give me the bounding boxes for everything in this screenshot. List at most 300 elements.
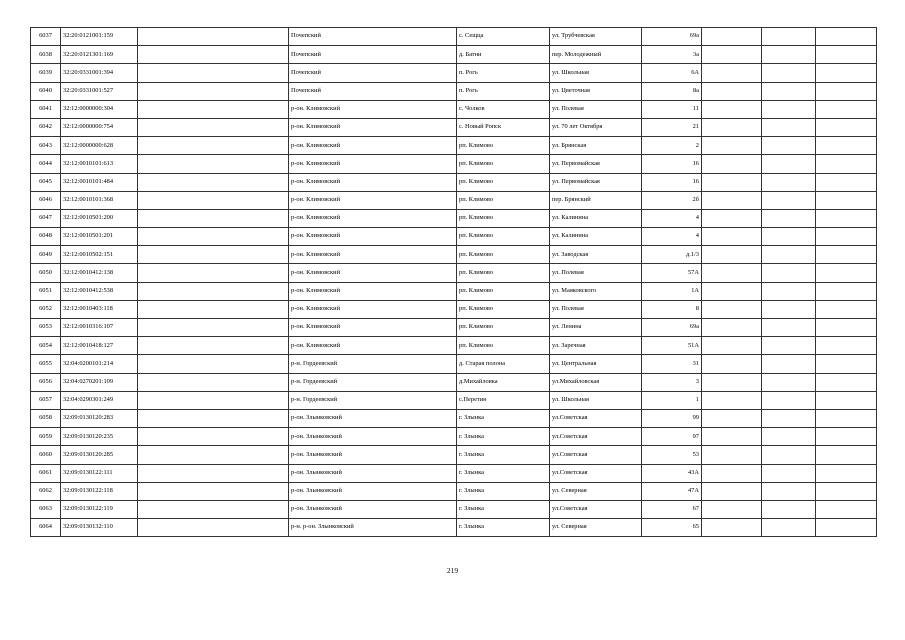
locality-cell: г. Злынка <box>457 428 550 446</box>
empty-cell <box>702 300 762 318</box>
empty-cell <box>816 500 877 518</box>
street-cell: ул. Трубчевская <box>550 28 642 46</box>
row-number-cell: 6049 <box>31 246 61 264</box>
district-cell: р-он. Злынковский <box>289 500 457 518</box>
empty-cell <box>138 137 289 155</box>
table-row <box>31 519 877 537</box>
empty-cell <box>138 82 289 100</box>
locality-cell: рп. Климово <box>457 337 550 355</box>
empty-cell <box>702 519 762 537</box>
district-cell: р-он. Климовский <box>289 228 457 246</box>
locality-cell: п. Рогь <box>457 64 550 82</box>
district-cell: Почепский <box>289 64 457 82</box>
empty-cell <box>816 482 877 500</box>
house-number-cell: 67 <box>642 500 702 518</box>
empty-cell <box>702 373 762 391</box>
cadastral-number-cell: 32:12:0010403:118 <box>61 300 138 318</box>
empty-cell <box>762 482 816 500</box>
empty-cell <box>762 355 816 373</box>
street-cell: ул. Первомайская <box>550 173 642 191</box>
row-number-cell: 6054 <box>31 337 61 355</box>
empty-cell <box>762 409 816 427</box>
empty-cell <box>702 391 762 409</box>
cadastral-number-cell: 32:09:0130120:283 <box>61 409 138 427</box>
table-row <box>31 228 877 246</box>
district-cell: р-он. Злынковский <box>289 446 457 464</box>
empty-cell <box>816 155 877 173</box>
empty-cell <box>702 282 762 300</box>
cadastral-number-cell: 32:04:0270201:109 <box>61 373 138 391</box>
locality-cell: г. Злынка <box>457 464 550 482</box>
district-cell: р-н. Гордеевский <box>289 373 457 391</box>
empty-cell <box>816 428 877 446</box>
empty-cell <box>762 118 816 136</box>
locality-cell: рп. Климово <box>457 319 550 337</box>
locality-cell: рп. Климово <box>457 173 550 191</box>
cadastral-number-cell: 32:09:0130132:110 <box>61 519 138 537</box>
table-row <box>31 282 877 300</box>
locality-cell: рп. Климово <box>457 246 550 264</box>
district-cell: р-н. Гордеевский <box>289 355 457 373</box>
cadastral-number-cell: 32:12:0010412:538 <box>61 282 138 300</box>
house-number-cell: 21 <box>642 118 702 136</box>
table-row <box>31 355 877 373</box>
locality-cell: г. Злынка <box>457 500 550 518</box>
table-row <box>31 155 877 173</box>
table-row <box>31 246 877 264</box>
empty-cell <box>762 464 816 482</box>
district-cell: Почепский <box>289 82 457 100</box>
district-cell: р-н. р-он. Злынковский <box>289 519 457 537</box>
empty-cell <box>816 46 877 64</box>
row-number-cell: 6041 <box>31 100 61 118</box>
house-number-cell: 65 <box>642 519 702 537</box>
table-row <box>31 319 877 337</box>
cadastral-number-cell: 32:09:0130122:119 <box>61 500 138 518</box>
district-cell: р-он. Климовский <box>289 282 457 300</box>
street-cell: ул. Полевая <box>550 300 642 318</box>
cadastral-number-cell: 32:12:0010101:613 <box>61 155 138 173</box>
locality-cell: рп. Климово <box>457 282 550 300</box>
district-cell: р-он. Климовский <box>289 173 457 191</box>
row-number-cell: 6060 <box>31 446 61 464</box>
locality-cell: рп. Климово <box>457 300 550 318</box>
cadastral-number-cell: 32:20:0331001:527 <box>61 82 138 100</box>
street-cell: ул.Советская <box>550 500 642 518</box>
street-cell: ул.Советская <box>550 446 642 464</box>
street-cell: ул. Полевая <box>550 100 642 118</box>
table-row <box>31 373 877 391</box>
table-row <box>31 337 877 355</box>
house-number-cell: 1А <box>642 282 702 300</box>
empty-cell <box>138 264 289 282</box>
cadastral-number-cell: 32:12:0010101:484 <box>61 173 138 191</box>
street-cell: ул. Заречная <box>550 337 642 355</box>
row-number-cell: 6051 <box>31 282 61 300</box>
cadastral-number-cell: 32:04:0200101:214 <box>61 355 138 373</box>
empty-cell <box>138 28 289 46</box>
cadastral-number-cell: 32:12:0000000:628 <box>61 137 138 155</box>
locality-cell: г. Злынка <box>457 446 550 464</box>
empty-cell <box>762 337 816 355</box>
street-cell: ул.Михайловская <box>550 373 642 391</box>
house-number-cell: 1 <box>642 391 702 409</box>
street-cell: ул.Советская <box>550 464 642 482</box>
house-number-cell: 31 <box>642 355 702 373</box>
locality-cell: г. Злынка <box>457 519 550 537</box>
empty-cell <box>762 64 816 82</box>
district-cell: р-он. Климовский <box>289 118 457 136</box>
empty-cell <box>762 100 816 118</box>
district-cell: р-он. Климовский <box>289 137 457 155</box>
district-cell: р-он. Злынковский <box>289 428 457 446</box>
row-number-cell: 6045 <box>31 173 61 191</box>
empty-cell <box>138 191 289 209</box>
street-cell: ул. Школьная <box>550 64 642 82</box>
empty-cell <box>702 64 762 82</box>
house-number-cell: 6А <box>642 64 702 82</box>
empty-cell <box>762 446 816 464</box>
locality-cell: п. Рогь <box>457 82 550 100</box>
table-row <box>31 264 877 282</box>
empty-cell <box>816 355 877 373</box>
empty-cell <box>702 482 762 500</box>
table-row <box>31 46 877 64</box>
locality-cell: д.Михайловка <box>457 373 550 391</box>
empty-cell <box>702 355 762 373</box>
table-row <box>31 82 877 100</box>
cadastral-number-cell: 32:12:0010412:138 <box>61 264 138 282</box>
street-cell: ул. Школьная <box>550 391 642 409</box>
cadastral-number-cell: 32:20:0121301:169 <box>61 46 138 64</box>
empty-cell <box>816 191 877 209</box>
empty-cell <box>816 391 877 409</box>
street-cell: ул. Полевая <box>550 264 642 282</box>
street-cell: ул. Центральная <box>550 355 642 373</box>
empty-cell <box>816 246 877 264</box>
empty-cell <box>702 137 762 155</box>
house-number-cell: 99 <box>642 409 702 427</box>
locality-cell: д. Старая полона <box>457 355 550 373</box>
house-number-cell: 4 <box>642 228 702 246</box>
street-cell: ул. 70 лет Октября <box>550 118 642 136</box>
empty-cell <box>762 173 816 191</box>
table-row <box>31 209 877 227</box>
district-cell: р-н. Гордеевский <box>289 391 457 409</box>
empty-cell <box>816 28 877 46</box>
empty-cell <box>702 264 762 282</box>
district-cell: р-он. Климовский <box>289 191 457 209</box>
table-row <box>31 500 877 518</box>
house-number-cell: 69а <box>642 319 702 337</box>
house-number-cell: 16 <box>642 155 702 173</box>
empty-cell <box>138 173 289 191</box>
empty-cell <box>138 464 289 482</box>
empty-cell <box>138 519 289 537</box>
empty-cell <box>138 373 289 391</box>
empty-cell <box>702 446 762 464</box>
house-number-cell: 97 <box>642 428 702 446</box>
empty-cell <box>138 209 289 227</box>
empty-cell <box>816 282 877 300</box>
row-number-cell: 6048 <box>31 228 61 246</box>
empty-cell <box>816 228 877 246</box>
row-number-cell: 6047 <box>31 209 61 227</box>
empty-cell <box>762 373 816 391</box>
house-number-cell: 57А <box>642 264 702 282</box>
table-row <box>31 100 877 118</box>
empty-cell <box>816 409 877 427</box>
empty-cell <box>762 391 816 409</box>
cadastral-number-cell: 32:09:0130122:111 <box>61 464 138 482</box>
empty-cell <box>816 173 877 191</box>
house-number-cell: 51А <box>642 337 702 355</box>
district-cell: Почепский <box>289 46 457 64</box>
empty-cell <box>702 409 762 427</box>
row-number-cell: 6040 <box>31 82 61 100</box>
empty-cell <box>762 209 816 227</box>
locality-cell: г. Злынка <box>457 409 550 427</box>
row-number-cell: 6056 <box>31 373 61 391</box>
street-cell: ул. Калинина <box>550 228 642 246</box>
cadastral-number-cell: 32:09:0130122:118 <box>61 482 138 500</box>
empty-cell <box>702 228 762 246</box>
table-row <box>31 28 877 46</box>
row-number-cell: 6038 <box>31 46 61 64</box>
locality-cell: д. Батни <box>457 46 550 64</box>
empty-cell <box>762 300 816 318</box>
empty-cell <box>702 82 762 100</box>
district-cell: р-он. Климовский <box>289 209 457 227</box>
empty-cell <box>762 500 816 518</box>
table-row <box>31 482 877 500</box>
empty-cell <box>138 446 289 464</box>
empty-cell <box>138 155 289 173</box>
house-number-cell: д.1/3 <box>642 246 702 264</box>
street-cell: ул. Северная <box>550 482 642 500</box>
row-number-cell: 6039 <box>31 64 61 82</box>
row-number-cell: 6059 <box>31 428 61 446</box>
row-number-cell: 6058 <box>31 409 61 427</box>
locality-cell: г. Злынка <box>457 482 550 500</box>
cadastral-number-cell: 32:09:0130120:285 <box>61 446 138 464</box>
empty-cell <box>702 100 762 118</box>
row-number-cell: 6055 <box>31 355 61 373</box>
empty-cell <box>138 482 289 500</box>
row-number-cell: 6053 <box>31 319 61 337</box>
locality-cell: с.Перетин <box>457 391 550 409</box>
house-number-cell: 16 <box>642 173 702 191</box>
page-number: 219 <box>446 566 459 575</box>
empty-cell <box>762 82 816 100</box>
street-cell: ул.Советская <box>550 409 642 427</box>
empty-cell <box>816 64 877 82</box>
locality-cell: рп. Климово <box>457 209 550 227</box>
row-number-cell: 6046 <box>31 191 61 209</box>
district-cell: Почепский <box>289 28 457 46</box>
empty-cell <box>138 337 289 355</box>
empty-cell <box>702 500 762 518</box>
empty-cell <box>816 209 877 227</box>
locality-cell: с. Новый Ропск <box>457 118 550 136</box>
table-row <box>31 391 877 409</box>
empty-cell <box>816 100 877 118</box>
table-row <box>31 300 877 318</box>
empty-cell <box>762 46 816 64</box>
empty-cell <box>138 246 289 264</box>
empty-cell <box>138 428 289 446</box>
district-cell: р-он. Злынковский <box>289 482 457 500</box>
empty-cell <box>762 519 816 537</box>
locality-cell: рп. Климово <box>457 137 550 155</box>
empty-cell <box>702 319 762 337</box>
district-cell: р-он. Климовский <box>289 264 457 282</box>
table-row <box>31 137 877 155</box>
cadastral-number-cell: 32:12:0010502:151 <box>61 246 138 264</box>
street-cell: ул. Северная <box>550 519 642 537</box>
house-number-cell: 3 <box>642 373 702 391</box>
empty-cell <box>138 409 289 427</box>
empty-cell <box>762 428 816 446</box>
empty-cell <box>702 464 762 482</box>
empty-cell <box>138 46 289 64</box>
empty-cell <box>816 373 877 391</box>
empty-cell <box>702 118 762 136</box>
street-cell: ул.Советская <box>550 428 642 446</box>
house-number-cell: 69а <box>642 28 702 46</box>
street-cell: ул. Заводская <box>550 246 642 264</box>
cadastral-number-cell: 32:12:0010501:200 <box>61 209 138 227</box>
empty-cell <box>702 46 762 64</box>
empty-cell <box>138 319 289 337</box>
district-cell: р-он. Климовский <box>289 100 457 118</box>
locality-cell: с. Сещца <box>457 28 550 46</box>
registry-table <box>30 27 877 537</box>
empty-cell <box>816 446 877 464</box>
house-number-cell: 43А <box>642 464 702 482</box>
empty-cell <box>816 82 877 100</box>
empty-cell <box>138 391 289 409</box>
house-number-cell: 2 <box>642 137 702 155</box>
empty-cell <box>138 355 289 373</box>
table-row <box>31 173 877 191</box>
district-cell: р-он. Климовский <box>289 246 457 264</box>
house-number-cell: 4 <box>642 209 702 227</box>
row-number-cell: 6043 <box>31 137 61 155</box>
locality-cell: рп. Климово <box>457 264 550 282</box>
table-row <box>31 409 877 427</box>
empty-cell <box>816 118 877 136</box>
locality-cell: рп. Климово <box>457 155 550 173</box>
empty-cell <box>762 319 816 337</box>
row-number-cell: 6057 <box>31 391 61 409</box>
empty-cell <box>702 191 762 209</box>
cadastral-number-cell: 32:12:0010501:201 <box>61 228 138 246</box>
row-number-cell: 6042 <box>31 118 61 136</box>
house-number-cell: 8а <box>642 82 702 100</box>
empty-cell <box>762 191 816 209</box>
empty-cell <box>816 464 877 482</box>
cadastral-number-cell: 32:20:0331001:394 <box>61 64 138 82</box>
table-row <box>31 191 877 209</box>
empty-cell <box>702 428 762 446</box>
empty-cell <box>702 337 762 355</box>
cadastral-number-cell: 32:12:0010316:107 <box>61 319 138 337</box>
empty-cell <box>138 500 289 518</box>
table-row <box>31 446 877 464</box>
house-number-cell: 47А <box>642 482 702 500</box>
street-cell: ул. Ленина <box>550 319 642 337</box>
empty-cell <box>138 282 289 300</box>
row-number-cell: 6063 <box>31 500 61 518</box>
row-number-cell: 6064 <box>31 519 61 537</box>
street-cell: ул. Калинина <box>550 209 642 227</box>
cadastral-number-cell: 32:09:0130120:235 <box>61 428 138 446</box>
district-cell: р-он. Злынковский <box>289 409 457 427</box>
empty-cell <box>816 137 877 155</box>
empty-cell <box>816 519 877 537</box>
locality-cell: рп. Климово <box>457 191 550 209</box>
cadastral-number-cell: 32:12:0000000:304 <box>61 100 138 118</box>
cadastral-number-cell: 32:20:0121001:159 <box>61 28 138 46</box>
district-cell: р-он. Климовский <box>289 337 457 355</box>
table-row <box>31 118 877 136</box>
locality-cell: с. Чолков <box>457 100 550 118</box>
cadastral-number-cell: 32:12:0000000:754 <box>61 118 138 136</box>
row-number-cell: 6037 <box>31 28 61 46</box>
empty-cell <box>138 64 289 82</box>
empty-cell <box>762 137 816 155</box>
house-number-cell: 3а <box>642 46 702 64</box>
empty-cell <box>816 319 877 337</box>
empty-cell <box>702 173 762 191</box>
cadastral-number-cell: 32:04:0290301:249 <box>61 391 138 409</box>
cadastral-number-cell: 32:12:0010418:127 <box>61 337 138 355</box>
district-cell: р-он. Климовский <box>289 319 457 337</box>
empty-cell <box>762 155 816 173</box>
empty-cell <box>762 246 816 264</box>
empty-cell <box>816 300 877 318</box>
empty-cell <box>762 282 816 300</box>
house-number-cell: 2б <box>642 191 702 209</box>
empty-cell <box>762 264 816 282</box>
table-body <box>31 28 877 537</box>
house-number-cell: 8 <box>642 300 702 318</box>
empty-cell <box>702 209 762 227</box>
row-number-cell: 6062 <box>31 482 61 500</box>
row-number-cell: 6050 <box>31 264 61 282</box>
district-cell: р-он. Климовский <box>289 300 457 318</box>
house-number-cell: 11 <box>642 100 702 118</box>
street-cell: ул. Первомайская <box>550 155 642 173</box>
house-number-cell: 53 <box>642 446 702 464</box>
table-row <box>31 464 877 482</box>
street-cell: ул. Цветочная <box>550 82 642 100</box>
district-cell: р-он. Злынковский <box>289 464 457 482</box>
row-number-cell: 6052 <box>31 300 61 318</box>
empty-cell <box>762 228 816 246</box>
row-number-cell: 6044 <box>31 155 61 173</box>
district-cell: р-он. Климовский <box>289 155 457 173</box>
cadastral-number-cell: 32:12:0010101:368 <box>61 191 138 209</box>
street-cell: пер. Молодежный <box>550 46 642 64</box>
table-row <box>31 64 877 82</box>
empty-cell <box>138 228 289 246</box>
empty-cell <box>702 28 762 46</box>
street-cell: пер. Брянский <box>550 191 642 209</box>
empty-cell <box>702 155 762 173</box>
empty-cell <box>762 28 816 46</box>
